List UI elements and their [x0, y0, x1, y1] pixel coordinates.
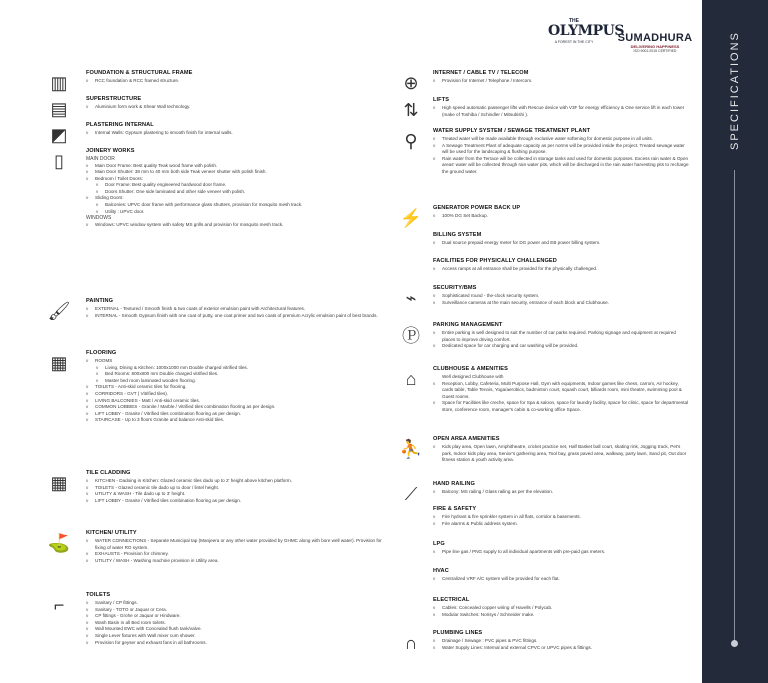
pipe-icon: ⌐ — [53, 594, 65, 615]
electrical-socket-icon — [396, 597, 426, 623]
section-title: LIFTS — [433, 97, 450, 103]
section-content — [433, 205, 690, 220]
spec-item: ν A Sewage Treatment Plant of adequate capacity as per norms will be provided inside the project. Treated sewage water will be used for the landscaping & flushing purpose. — [433, 143, 690, 156]
section-title: ELECTRICAL — [433, 597, 470, 603]
section-title: HAND RAILING — [433, 481, 475, 487]
section-content — [433, 366, 690, 414]
hvac-icon — [396, 568, 426, 594]
spec-item: ν Rain water from the Terrace will be collected in storage tanks and used for domestic purposes. Excess rain water & Open areas' water will be collected through rain water pits, which will be discharged in the rain water harvesting pits to recharge the ground water. — [433, 156, 690, 176]
lift-icon: ⇅ — [403, 99, 419, 120]
sidebar — [702, 0, 768, 683]
wall-icon: ▤ — [50, 98, 68, 119]
spec-item: ν LIFT LOBBY - Granite / Vitrified tiles combination flooring as per design. — [86, 498, 389, 505]
parking-icon: Ⓟ — [402, 326, 420, 346]
spec-item: ν Access ramps at all entrance shall be provided for the physically challenged. — [433, 266, 690, 273]
spec-item: ν Master bed room laminated wooden flooring. — [86, 378, 389, 385]
section-content — [433, 285, 690, 306]
spec-item: ν TOILETS - Anti-skid ceramic tiles for flooring. — [86, 384, 389, 391]
spec-item: ν Space for Facilities like creche, space for Spa & saloon, space for laundry facility, space for clinic, space for departmental store, conference room, manager's cabin & co-working office Space. — [433, 400, 690, 413]
section-title: INTERNET / CABLE TV / TELECOM — [433, 70, 529, 76]
section-content — [86, 530, 389, 564]
spec-item: ν Main Door Frame: Best quality Teak wood frame with polish. — [86, 163, 389, 170]
spec-item: ν Entire parking is well designed to suit the number of car parks required. Parking signage and equipment at required places to improve driving comfort. — [433, 330, 690, 343]
section-title: PLUMBING LINES — [433, 630, 483, 636]
spec-item: ν STAIRCASE - Up to 3 floors Granite and balance Anti-skid tiles. — [86, 417, 389, 424]
section-title: GENERATOR POWER BACK UP — [433, 205, 521, 211]
section-title: OPEN AREA AMENITIES — [433, 436, 500, 442]
spec-item: ν Provision for geyser and exhaust fans in all bathrooms. — [86, 640, 389, 647]
logo-olympus-tag: A FOREST IN THE CITY — [554, 40, 594, 44]
lpg-cylinder-icon — [396, 541, 426, 567]
spec-item: ν Balcony: MS railing / Glass railing as per the elevation. — [433, 489, 690, 496]
section-title: FOUNDATION & STRUCTURAL FRAME — [86, 70, 193, 76]
section-title: CLUBHOUSE & AMENITIES — [433, 366, 508, 372]
spec-item: ν Bedroom / Toilet Doors: — [86, 176, 389, 183]
spec-item: ν Sophisticated round - the-clock security system. — [433, 293, 690, 300]
spec-item: ν WATER CONNECTIONS - Separate Municipal tap (Manjeera or any other water provided by GHMC along with bore well water). Provision for fixing of water RO system. — [86, 538, 389, 551]
spec-item: ν Sliding Doors: — [86, 195, 389, 202]
olympus-logo — [548, 18, 624, 44]
spec-item: ν COMMON LOBBIES - Granite / Marble / Vitrified tiles combination flooring as per design. — [86, 404, 389, 411]
section-content — [433, 232, 690, 247]
spec-item: ν Wall Mounted EWC with Concealed flush tank/valve. — [86, 626, 389, 633]
logo-sumadhura-name: SUMADHURA — [617, 32, 693, 44]
spec-item: ν EXTERNAL - Textured / Smooth finish & two coats of exterior emulsion paint with Architectural features. — [86, 306, 389, 313]
plaster-icon: ◩ — [50, 124, 68, 145]
spec-item: ν Sanitary / CP fittings. — [86, 600, 389, 607]
section-content — [86, 96, 389, 111]
spec-item: ν INTERNAL - Smooth Gypsum finish with one coat of putty, one coat primer and two coats of premium Acrylic emulsion paint of best brands. — [86, 313, 389, 320]
section-content — [433, 436, 690, 464]
spec-item: Well designed Clubhouse with — [442, 374, 504, 379]
section-content — [433, 481, 690, 496]
section-content — [433, 97, 690, 118]
spec-item: ν EXHAUSTS - Provision for chimney. — [86, 551, 389, 558]
spec-item: ν Reception, Lobby, Cafeteria, Multi Purpose Hall, Gym with equipments, Indoor games like chess, carrom, Air hockey, cards table, Table Tennis, Yoga/aerobics, badminton court, squash court, billiards room, mini theatre, swimming pool & Guest rooms. — [433, 381, 690, 401]
section-content — [433, 597, 690, 618]
flooring-icon: ▦ — [50, 352, 68, 373]
section-title: SUPERSTRUCTURE — [86, 96, 142, 102]
plumbing-icon: ∩ — [404, 632, 418, 653]
spec-item: ν Fire hydrant & fire sprinkler system in all flats, corridor & basements. — [433, 514, 690, 521]
paint-roller-icon: 🖌 — [47, 300, 71, 321]
spec-item: ν ROOMS — [86, 358, 389, 365]
spec-item: ν Utility : UPVC door. — [86, 209, 389, 216]
accessibility-icon — [396, 258, 426, 284]
spec-item: ν Modular Switches: Norisys / Schneider make. — [433, 612, 690, 619]
logos — [548, 18, 698, 70]
spec-item: ν TOILETS - Glazed ceramic tile dado up to door / lintel height. — [86, 485, 389, 492]
spec-item: ν High speed automatic passenger lifts with Rescue device with V3F for energy efficiency & One service lift in each tower (make of Toshiba / Schindler / Mitsubishi ). — [433, 105, 690, 118]
spec-item: ν Fire alarms & Public address system. — [433, 521, 690, 528]
section-title: LPG — [433, 541, 445, 547]
spec-item: ν Drainage / Sewage : PVC pipes & PVC fittings. — [433, 638, 690, 645]
sidebar-label: SPECIFICATIONS — [729, 31, 741, 150]
spec-item: ν UTILITY & WASH - Tile dado up to 3' height. — [86, 491, 389, 498]
tile-grid-icon: ▦ — [50, 472, 68, 493]
section-content — [86, 298, 389, 319]
spec-item: ν CORRIDORS - GVT ( Vitrified tiles). — [86, 391, 389, 398]
fire-extinguisher-icon — [396, 506, 426, 532]
spec-item: ν Main Door Shutter: 38 mm to 40 mm both side Teak veneer shutter with polish finish. — [86, 169, 389, 176]
kitchen-sink-icon: ⛳ — [47, 532, 71, 553]
section-title: FIRE & SAFETY — [433, 506, 477, 512]
section-content — [433, 322, 690, 350]
generator-icon: ⚡ — [399, 207, 423, 228]
section-content — [433, 128, 690, 176]
section-title: PARKING MANAGEMENT — [433, 322, 503, 328]
spec-item: ν Aluminium form work & Shear Wall technology. — [86, 104, 389, 111]
spec-item: ν LIFT LOBBY - Granite / Vitrified tiles combination flooring as per design. — [86, 411, 389, 418]
water-tap-icon: ⚲ — [404, 130, 418, 151]
security-camera-icon: ⌁ — [405, 287, 417, 308]
section-title: SECURITY/BMS — [433, 285, 477, 291]
spec-item: ν Door Frame: Best quality engineered hardwood door frame. — [86, 182, 389, 189]
section-title: TOILETS — [86, 592, 111, 598]
logo-the: THE — [569, 18, 579, 24]
section-content — [433, 506, 690, 527]
section-title: KITCHEN/ UTILITY — [86, 530, 137, 536]
stairs-railing-icon: ⟋ — [404, 483, 418, 504]
section-content — [86, 70, 389, 85]
spec-item: ν Kids play area, Open lawn, Amphitheatre, cricket practice net, Half Basket ball court, skating rink, Jogging track, Pet's park, Indoor kids play area, Senior's gathering area, Tool bay, grass paved area, walkway, party lawn, Sand pit, Out door fitness station & youth activity area. — [433, 444, 690, 464]
section-content — [86, 122, 389, 137]
subheading: MAIN DOOR — [86, 156, 115, 162]
clubhouse-icon: ⌂ — [405, 368, 417, 389]
section-title: PLASTERING INTERNAL — [86, 122, 154, 128]
spec-item: ν Water Supply Lines: Internal and external CPVC or UPVC pipes & fittings. — [433, 645, 690, 652]
spec-item: ν Treated water will be made available through exclusive water softening for domestic purpose in all units. — [433, 136, 690, 143]
spec-item: ν Wash Basin in all Bed room toilets. — [86, 620, 389, 627]
section-title: JOINERY WORKS — [86, 148, 135, 154]
sumadhura-logo — [610, 32, 700, 53]
spec-item: ν KITCHEN - Dadoing in Kitchen: Glazed ceramic tiles dado up to 2' height above kitchen platform. — [86, 478, 389, 485]
section-content — [86, 350, 389, 424]
spec-item: ν 100% DG Set Backup. — [433, 213, 690, 220]
spec-item: ν Dedicated space for car charging and car washing will be provided. — [433, 343, 690, 350]
spec-item: ν CP fittings - Grohe or Jaquar or Hindware. — [86, 613, 389, 620]
door-icon: ▯ — [54, 150, 64, 171]
spec-item: ν Balconies: UPVC door frame with performance glass shutters, provision for mosquito mesh track. — [86, 202, 389, 209]
logo-olympus-name: OLYMPUS — [548, 23, 624, 39]
playground-icon: ⛹ — [399, 438, 423, 459]
logo-sumadhura-iso: ISO 9001:2015 CERTIFIED — [633, 49, 677, 53]
section-content — [433, 630, 690, 651]
billing-icon — [396, 232, 426, 258]
spec-item: ν UTILITY / WASH - Washing machine provision in Utility area. — [86, 558, 389, 565]
section-content — [86, 470, 389, 504]
spec-item: ν Provision for Internet / Telephone / Intercom. — [433, 78, 690, 85]
spec-item: ν Dual source prepaid energy meter for DG power and EB power billing system. — [433, 240, 690, 247]
section-title: BILLING SYSTEM — [433, 232, 482, 238]
spec-item: ν Windows: UPVC window system with safety MS grills and provision for mosquito mesh track. — [86, 222, 389, 229]
spec-item: ν Sanitary - TOTO or Jaquar or Cera. — [86, 607, 389, 614]
spec-item: ν Centralized VRF A/C system will be provided for each flat. — [433, 576, 690, 583]
spec-item: ν RCC foundation & RCC framed structure. — [86, 78, 389, 85]
section-title: WATER SUPPLY SYSTEM / SEWAGE TREATMENT PLANT — [433, 128, 591, 134]
section-title: FLOORING — [86, 350, 117, 356]
section-content — [433, 258, 690, 273]
section-content — [433, 541, 690, 556]
logo-sumadhura-tag: DELIVERING HAPPINESS — [630, 44, 680, 49]
section-content — [433, 70, 690, 85]
building-icon: ▥ — [50, 72, 68, 93]
subheading: WINDOWS — [86, 215, 112, 222]
spec-item: ν Living, Dining & Kitchen: 1000x1000 mm Double charged vitrified tiles. — [86, 365, 389, 372]
section-content — [433, 568, 690, 583]
spec-item: ν LIVING BALCONIES - Matt / Anti-skid ceramic tiles. — [86, 398, 389, 405]
sidebar-divider — [734, 170, 735, 640]
globe-icon: ⊕ — [403, 72, 419, 93]
spec-item: ν Single Lever fixtures with Wall mixer cum shower. — [86, 633, 389, 640]
spec-item: ν Bed Rooms: 800x800 mm Double charged vitrified tiles. — [86, 371, 389, 378]
section-title: HVAC — [433, 568, 449, 574]
section-title: FACILITIES FOR PHYSICALLY CHALLENGED — [433, 258, 557, 264]
spec-item: ν Surveillance cameras at the main security, entrance of each block and Clubhouse. — [433, 300, 690, 307]
spec-item: ν Cables: Concealed copper wiring of Havells / Polycab. — [433, 605, 690, 612]
spec-item: ν Pipe line gas / PNG supply to all individual apartments with pre-paid gas meters. — [433, 549, 690, 556]
section-content — [86, 148, 389, 228]
spec-item: ν Internal Walls: Gypsum plastering to smooth finish for internal walls. — [86, 130, 389, 137]
section-content — [86, 592, 389, 646]
section-title: TILE CLADDING — [86, 470, 131, 476]
sidebar-dot — [731, 640, 738, 647]
spec-item: ν Doors Shutter: One side laminated and other side veneer with polish. — [86, 189, 389, 196]
section-title: PAINTING — [86, 298, 114, 304]
